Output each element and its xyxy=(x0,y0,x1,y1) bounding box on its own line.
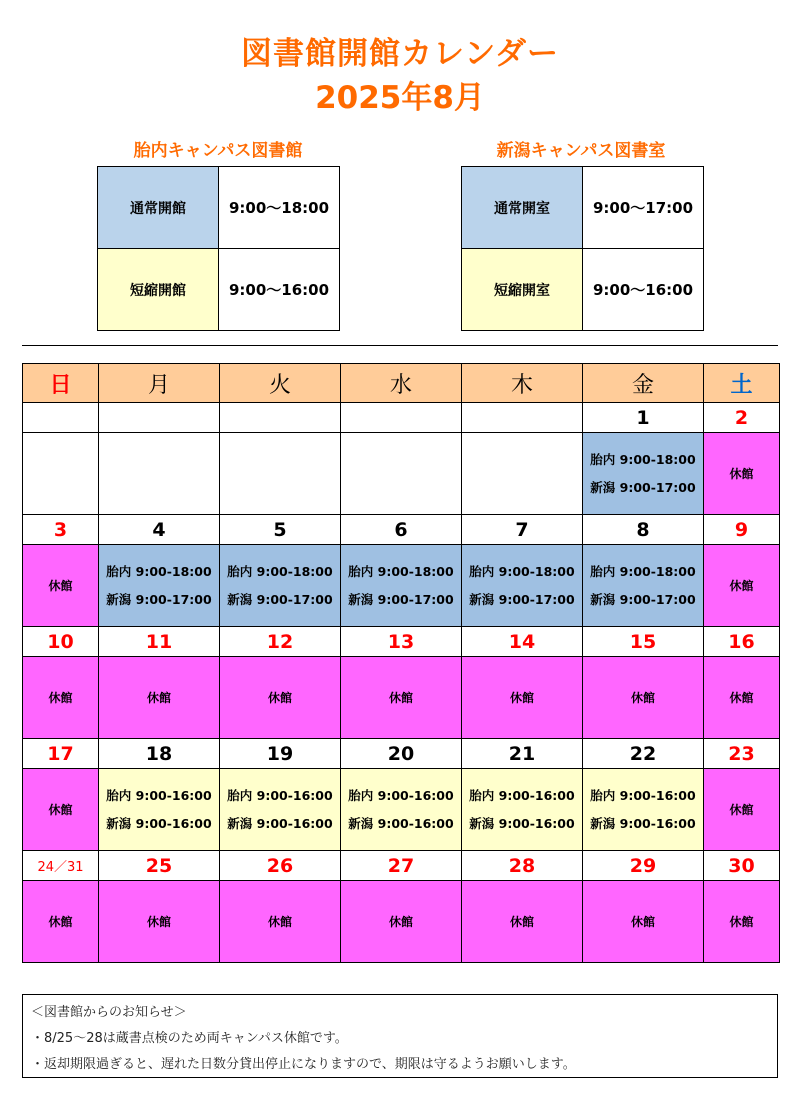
hours-label: 通常開館 xyxy=(98,167,219,249)
day-status-closed: 休館 xyxy=(704,881,780,963)
day-status-normal-hours xyxy=(99,545,220,627)
day-empty xyxy=(99,433,220,515)
day-status-closed: 休館 xyxy=(23,769,99,851)
day-number: 10 xyxy=(23,627,99,657)
day-number: 4 xyxy=(99,515,220,545)
day-status-closed: 休館 xyxy=(704,769,780,851)
day-status-closed: 休館 xyxy=(704,545,780,627)
day-number: 8 xyxy=(583,515,704,545)
day-number: 23 xyxy=(704,739,780,769)
hours-label: 短縮開室 xyxy=(462,249,583,331)
hours-line-tainai: 胎内 9:00-18:00 xyxy=(106,563,212,579)
day-number: 29 xyxy=(583,851,704,881)
day-status-closed: 休館 xyxy=(99,657,220,739)
day-number xyxy=(462,403,583,433)
hours-line-niigata: 新潟 9:00-16:00 xyxy=(348,815,454,831)
day-empty xyxy=(341,433,462,515)
day-status-normal-hours xyxy=(583,433,704,515)
day-number xyxy=(341,403,462,433)
weekday-header: 月 xyxy=(99,364,220,403)
hours-line-tainai: 胎内 9:00-18:00 xyxy=(469,563,575,579)
hours-table-niigata xyxy=(461,166,704,331)
day-status-closed: 休館 xyxy=(704,433,780,515)
notice-item: ・8/25～28は蔵書点検のため両キャンパス休館です。 xyxy=(31,1031,348,1046)
day-number xyxy=(220,403,341,433)
notice-heading: ＜図書館からのお知らせ＞ xyxy=(31,1005,187,1020)
day-number: 16 xyxy=(704,627,780,657)
hours-line-tainai: 胎内 9:00-16:00 xyxy=(227,787,333,803)
calendar-table xyxy=(22,363,780,963)
hours-line-niigata: 新潟 9:00-17:00 xyxy=(469,591,575,607)
hours-table-tainai xyxy=(97,166,340,331)
hours-value: 9:00～17:00 xyxy=(583,167,704,249)
hours-line-tainai: 胎内 9:00-16:00 xyxy=(469,787,575,803)
day-number: 13 xyxy=(341,627,462,657)
day-number: 11 xyxy=(99,627,220,657)
day-status-closed: 休館 xyxy=(23,881,99,963)
day-empty xyxy=(220,433,341,515)
hours-line-niigata: 新潟 9:00-17:00 xyxy=(106,591,212,607)
divider xyxy=(22,345,778,346)
day-status-closed: 休館 xyxy=(341,881,462,963)
notice-item: ・返却期限過ぎると、遅れた日数分貸出停止になりますので、期限は守るようお願いします。 xyxy=(31,1057,576,1072)
day-status-normal-hours xyxy=(220,545,341,627)
day-empty xyxy=(462,433,583,515)
day-status-closed: 休館 xyxy=(220,657,341,739)
day-status-closed: 休館 xyxy=(220,881,341,963)
day-number: 21 xyxy=(462,739,583,769)
day-number: 24／31 xyxy=(23,851,99,881)
weekday-header: 木 xyxy=(462,364,583,403)
day-number: 25 xyxy=(99,851,220,881)
weekday-header: 火 xyxy=(220,364,341,403)
day-status-closed: 休館 xyxy=(704,657,780,739)
day-status-closed: 休館 xyxy=(583,657,704,739)
day-number: 12 xyxy=(220,627,341,657)
day-number: 28 xyxy=(462,851,583,881)
day-number: 14 xyxy=(462,627,583,657)
hours-label: 短縮開館 xyxy=(98,249,219,331)
hours-line-tainai: 胎内 9:00-16:00 xyxy=(106,787,212,803)
day-number: 20 xyxy=(341,739,462,769)
day-empty xyxy=(23,433,99,515)
page-title: 図書館開館カレンダー xyxy=(241,36,559,72)
day-status-normal-hours xyxy=(583,545,704,627)
day-number: 27 xyxy=(341,851,462,881)
weekday-header: 日 xyxy=(23,364,99,403)
day-status-closed: 休館 xyxy=(462,657,583,739)
weekday-header: 水 xyxy=(341,364,462,403)
day-number: 1 xyxy=(583,403,704,433)
hours-line-niigata: 新潟 9:00-16:00 xyxy=(106,815,212,831)
day-number xyxy=(99,403,220,433)
page-subtitle-month: 2025年8月 xyxy=(315,80,485,116)
weekday-header: 土 xyxy=(704,364,780,403)
day-number: 15 xyxy=(583,627,704,657)
day-number: 6 xyxy=(341,515,462,545)
day-status-short-hours xyxy=(583,769,704,851)
campus-title-tainai: 胎内キャンパス図書館 xyxy=(133,141,303,161)
hours-line-niigata: 新潟 9:00-17:00 xyxy=(590,591,696,607)
day-number xyxy=(23,403,99,433)
hours-line-niigata: 新潟 9:00-16:00 xyxy=(590,815,696,831)
day-number: 17 xyxy=(23,739,99,769)
hours-line-tainai: 胎内 9:00-18:00 xyxy=(227,563,333,579)
day-status-normal-hours xyxy=(462,545,583,627)
weekday-header: 金 xyxy=(583,364,704,403)
day-status-normal-hours xyxy=(341,545,462,627)
day-number: 19 xyxy=(220,739,341,769)
day-number: 22 xyxy=(583,739,704,769)
hours-line-tainai: 胎内 9:00-18:00 xyxy=(590,563,696,579)
hours-line-niigata: 新潟 9:00-16:00 xyxy=(469,815,575,831)
day-number: 2 xyxy=(704,403,780,433)
campus-title-niigata: 新潟キャンパス図書室 xyxy=(496,141,666,161)
day-number: 3 xyxy=(23,515,99,545)
hours-line-tainai: 胎内 9:00-16:00 xyxy=(590,787,696,803)
notice-box xyxy=(22,994,778,1078)
day-number: 7 xyxy=(462,515,583,545)
hours-value: 9:00～16:00 xyxy=(583,249,704,331)
day-status-closed: 休館 xyxy=(462,881,583,963)
hours-line-niigata: 新潟 9:00-17:00 xyxy=(227,591,333,607)
day-number: 9 xyxy=(704,515,780,545)
hours-line-tainai: 胎内 9:00-18:00 xyxy=(348,563,454,579)
day-number: 5 xyxy=(220,515,341,545)
day-status-short-hours xyxy=(220,769,341,851)
hours-line-tainai: 胎内 9:00-16:00 xyxy=(348,787,454,803)
hours-value: 9:00～18:00 xyxy=(219,167,340,249)
day-status-closed: 休館 xyxy=(23,657,99,739)
day-number: 30 xyxy=(704,851,780,881)
day-number: 26 xyxy=(220,851,341,881)
day-status-closed: 休館 xyxy=(23,545,99,627)
day-status-closed: 休館 xyxy=(99,881,220,963)
day-status-short-hours xyxy=(462,769,583,851)
day-number: 18 xyxy=(99,739,220,769)
day-status-short-hours xyxy=(99,769,220,851)
hours-line-tainai: 胎内 9:00-18:00 xyxy=(590,451,696,467)
day-status-short-hours xyxy=(341,769,462,851)
hours-line-niigata: 新潟 9:00-17:00 xyxy=(590,479,696,495)
day-status-closed: 休館 xyxy=(341,657,462,739)
hours-line-niigata: 新潟 9:00-16:00 xyxy=(227,815,333,831)
day-status-closed: 休館 xyxy=(583,881,704,963)
hours-line-niigata: 新潟 9:00-17:00 xyxy=(348,591,454,607)
hours-value: 9:00～16:00 xyxy=(219,249,340,331)
hours-label: 通常開室 xyxy=(462,167,583,249)
